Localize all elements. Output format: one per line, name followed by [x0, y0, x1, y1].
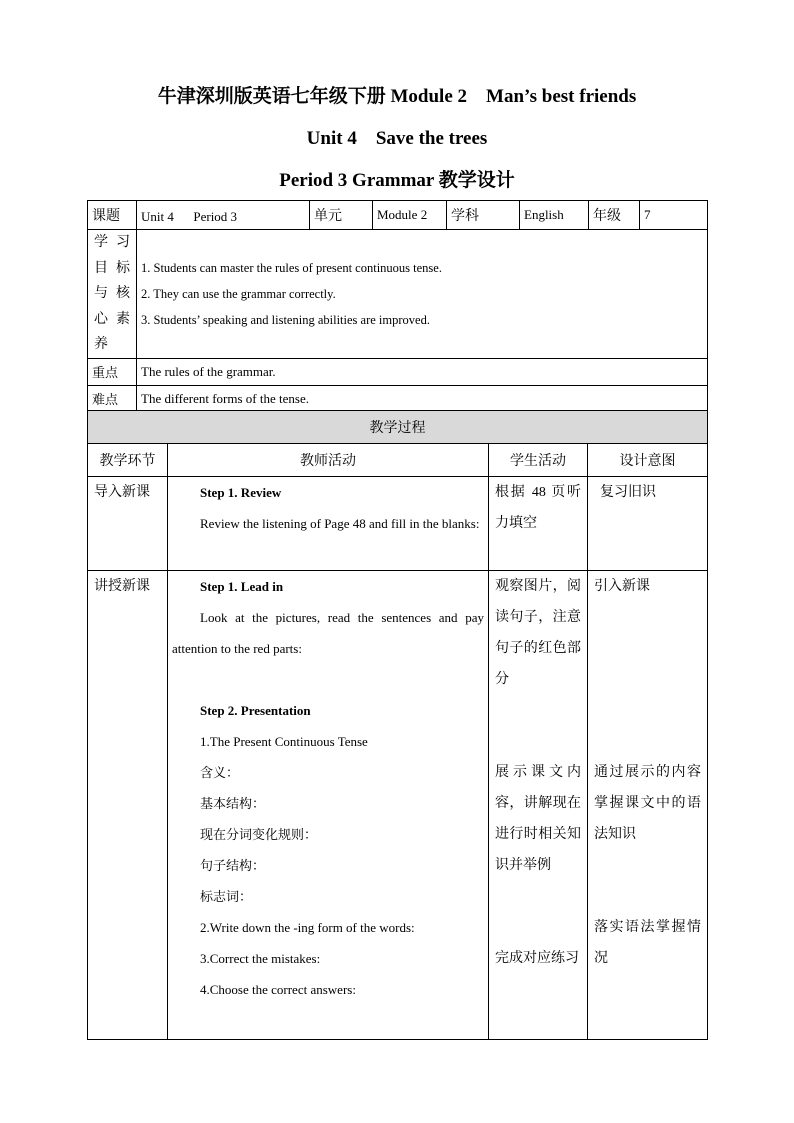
table-row — [88, 477, 708, 571]
intent-1: 引入新课 — [594, 579, 650, 594]
goal-item: 1. Students can master the rules of present continuous tense. — [141, 260, 442, 275]
grade-label: 年级 — [589, 201, 640, 230]
step-title: Step 1. Lead in — [200, 579, 284, 594]
title-line-2: Unit 4 Save the trees — [306, 128, 488, 149]
intent-new — [588, 571, 708, 1040]
student-activity-1: 观察图片，阅读句子，注意句子的红色部分 — [495, 579, 581, 687]
student-activity-2: 展示课文内容，讲解现在进行时相关知识并举例 — [495, 765, 581, 873]
key-point-value: The rules of the grammar. — [137, 358, 708, 385]
goals-label: 学 习 目标 与 核 心 素养 — [88, 230, 137, 359]
list-item: 基本结构： — [200, 796, 266, 811]
list-item: 句子结构： — [200, 858, 266, 873]
intent-intro: 复习旧识 — [588, 477, 708, 571]
subject-label: 学科 — [447, 201, 520, 230]
unit-value: Module 2 — [373, 201, 447, 230]
title-line-3: Period 3 Grammar 教学设计 — [279, 170, 515, 191]
difficult-point-value: The different forms of the tense. — [137, 385, 708, 412]
step-title: Step 2. Presentation — [200, 703, 311, 718]
process-table — [87, 410, 708, 1040]
difficult-point-label: 难点 — [88, 385, 137, 412]
step-text: Review the listening of Page 48 and fill in the blanks: — [200, 516, 480, 531]
teacher-activity-intro — [168, 477, 489, 571]
stage-intro: 导入新课 — [88, 477, 168, 571]
unit-label: 单元 — [310, 201, 373, 230]
step-title: Step 1. Review — [200, 485, 282, 500]
student-activity-new — [489, 571, 588, 1040]
subject-value: English — [520, 201, 589, 230]
process-banner: 教学过程 — [88, 411, 708, 444]
list-item: 标志词： — [200, 889, 253, 904]
list-item: 1.The Present Continuous Tense — [200, 734, 368, 749]
goal-item: 2. They can use the grammar correctly. — [141, 286, 336, 301]
info-table — [87, 200, 708, 413]
header-teacher: 教师活动 — [168, 444, 489, 477]
goal-item: 3. Students’ speaking and listening abilities are improved. — [141, 312, 430, 327]
title-line-1: 牛津深圳版英语七年级下册 Module 2 Man’s best friends — [157, 86, 637, 107]
student-activity-intro: 根据 48 页听力填空 — [489, 477, 588, 571]
key-point-label: 重点 — [88, 358, 137, 385]
intent-2: 通过展示的内容掌握课文中的语法知识 — [594, 765, 701, 842]
list-item: 含义： — [200, 765, 240, 780]
header-stage: 教学环节 — [88, 444, 168, 477]
student-activity-3: 完成对应练习 — [495, 951, 579, 966]
topic-label: 课题 — [88, 201, 137, 230]
header-intent: 设计意图 — [588, 444, 708, 477]
list-item: 4.Choose the correct answers: — [200, 982, 356, 997]
list-item: 2.Write down the -ing form of the words: — [200, 920, 415, 935]
list-item: 现在分词变化规则： — [200, 827, 318, 842]
goals-list — [137, 230, 708, 359]
step-text: Look at the pictures, read the sentences and pay attention to the red parts: — [172, 610, 484, 656]
intent-3: 落实语法掌握情况 — [594, 920, 701, 966]
teacher-activity-new — [168, 571, 489, 1040]
header-student: 学生活动 — [489, 444, 588, 477]
table-row — [88, 571, 708, 1040]
list-item: 3.Correct the mistakes: — [200, 951, 321, 966]
topic-value: Unit 4 Period 3 — [137, 201, 310, 230]
stage-new: 讲授新课 — [88, 571, 168, 1040]
grade-value: 7 — [640, 201, 708, 230]
